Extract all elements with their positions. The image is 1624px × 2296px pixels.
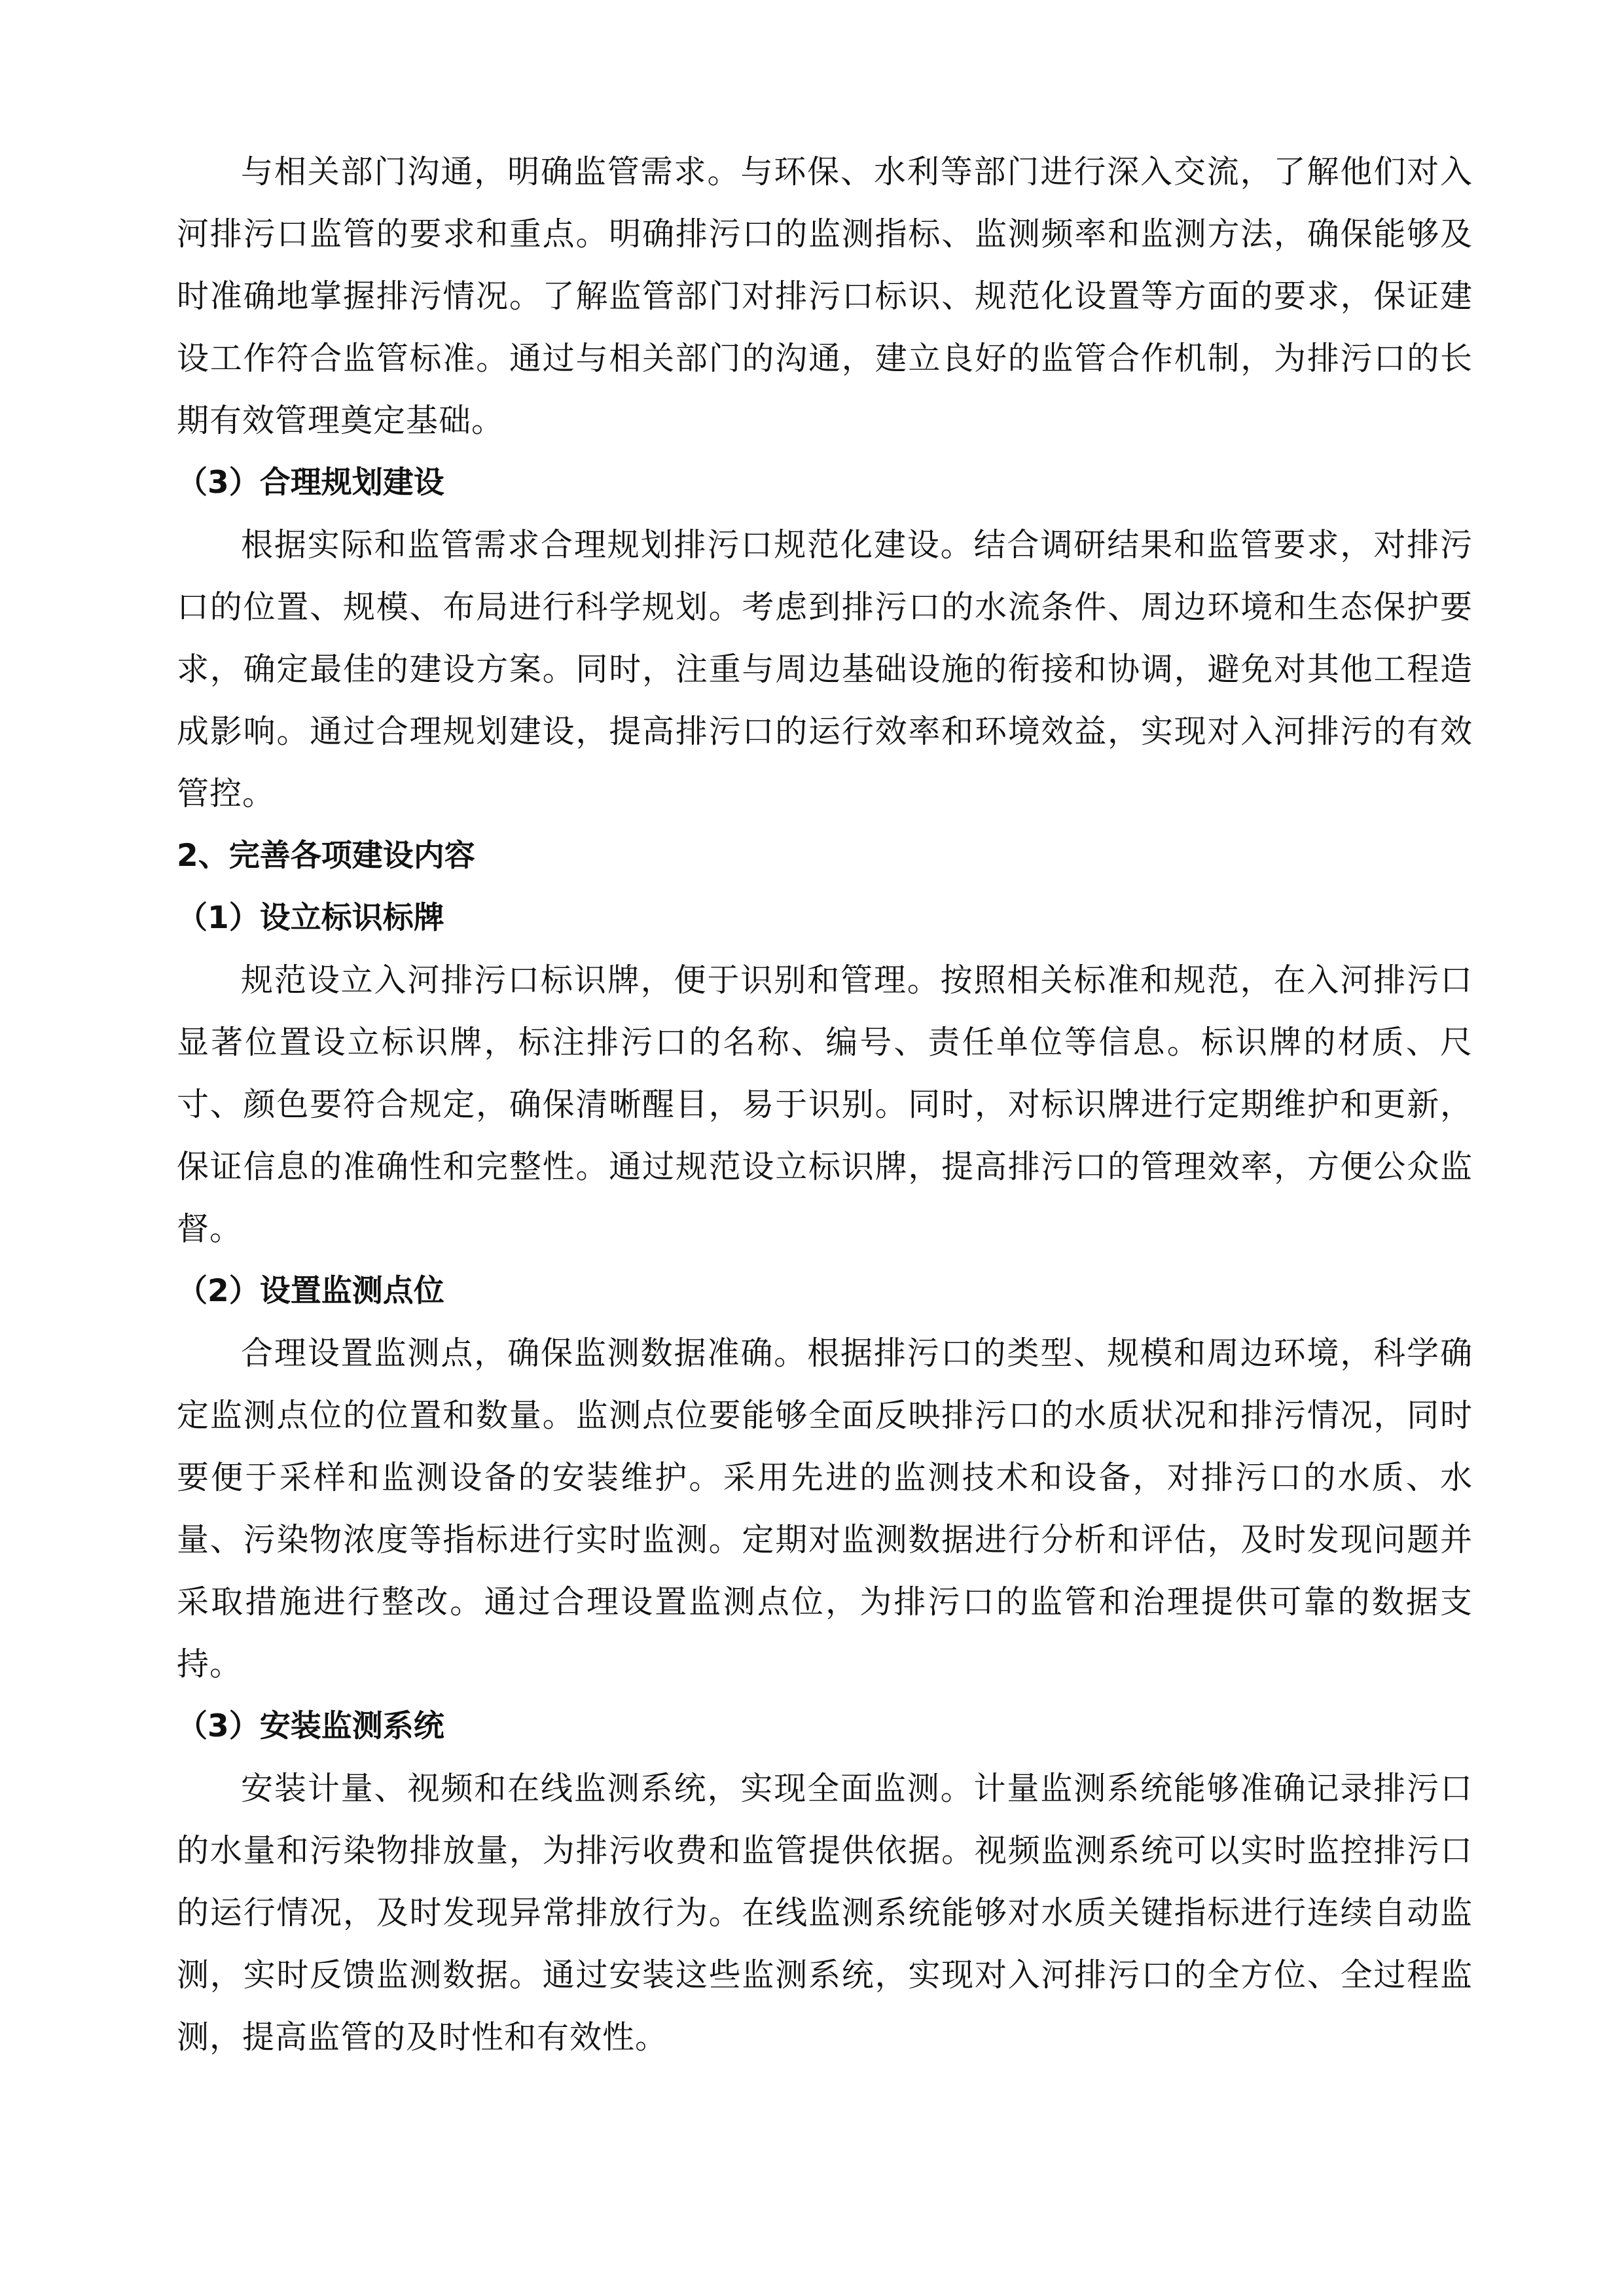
- paragraph-signboards: 规范设立入河排污口标识牌，便于识别和管理。按照相关标准和规范，在入河排污口显著位置设立标识牌，标注排污口的名称、编号、责任单位等信息。标识牌的材质、尺寸、颜色要符合规定，确保清晰醒目，易于识别。同时，对标识牌进行定期维护和更新，保证信息的准确性和完整性。通过规范设立标识牌，提高排污口的管理效率，方便公众监督。: [177, 961, 1473, 1247]
- heading-signboards: （1）设立标识标牌: [177, 900, 444, 936]
- paragraph-communication: 与相关部门沟通，明确监管需求。与环保、水利等部门进行深入交流，了解他们对入河排污口监管的要求和重点。明确排污口的监测指标、监测频率和监测方法，确保能够及时准确地掌握排污情况。了解监管部门对排污口标识、规范化设置等方面的要求，保证建设工作符合监管标准。通过与相关部门的沟通，建立良好的监管合作机制，为排污口的长期有效管理奠定基础。: [177, 153, 1473, 439]
- paragraph-monitoring-system: 安装计量、视频和在线监测系统，实现全面监测。计量监测系统能够准确记录排污口的水量和污染物排放量，为排污收费和监管提供依据。视频监测系统可以实时监控排污口的运行情况，及时发现异常排放行为。在线监测系统能够对水质关键指标进行连续自动监测，实时反馈监测数据。通过安装这些监测系统，实现对入河排污口的全方位、全过程监测，提高监管的及时性和有效性。: [177, 1770, 1473, 2056]
- heading-monitoring-system: （3）安装监测系统: [177, 1708, 444, 1744]
- paragraph-plan-construction: 根据实际和监管需求合理规划排污口规范化建设。结合调研结果和监管要求，对排污口的位置、规模、布局进行科学规划。考虑到排污口的水流条件、周边环境和生态保护要求，确定最佳的建设方案。同时，注重与周边基础设施的衔接和协调，避免对其他工程造成影响。通过合理规划建设，提高排污口的运行效率和环境效益，实现对入河排污的有效管控。: [177, 526, 1473, 812]
- heading-plan-construction: （3）合理规划建设: [177, 465, 444, 501]
- document-body: [177, 141, 1473, 2068]
- paragraph-monitoring-points: 合理设置监测点，确保监测数据准确。根据排污口的类型、规模和周边环境，科学确定监测点位的位置和数量。监测点位要能够全面反映排污口的水质状况和排污情况，同时要便于采样和监测设备的安装维护。采用先进的监测技术和设备，对排污口的水质、水量、污染物浓度等指标进行实时监测。定期对监测数据进行分析和评估，及时发现问题并采取措施进行整改。通过合理设置监测点位，为排污口的监管和治理提供可靠的数据支持。: [177, 1335, 1473, 1683]
- heading-section-2: 2、完善各项建设内容: [177, 838, 475, 874]
- heading-monitoring-points: （2）设置监测点位: [177, 1273, 444, 1309]
